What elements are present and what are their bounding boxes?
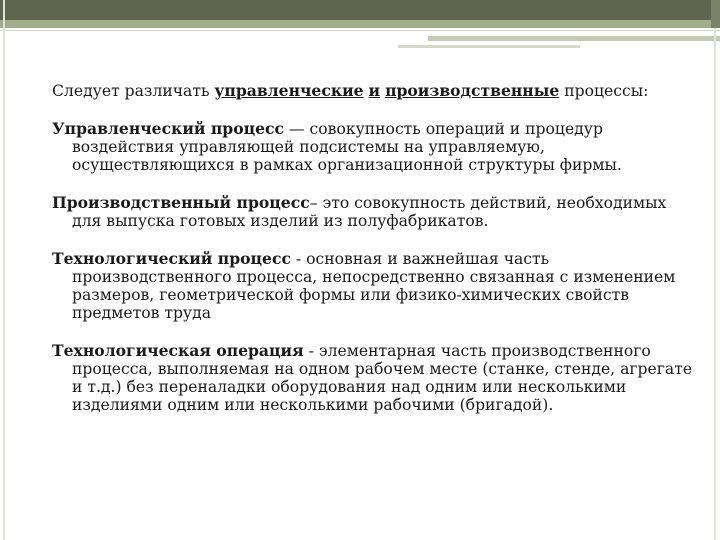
intro-term-production: производственные (385, 81, 560, 100)
header-accent-line-short (398, 45, 580, 48)
intro-term-managerial: управленческие (214, 81, 364, 100)
frame-right-edge (714, 0, 716, 540)
intro-paragraph (52, 82, 694, 100)
header-bar-light (0, 20, 720, 28)
definition-text: - основная и важнейшая часть производственного процесса, непосредственно связанная с изменением размеров, геометрической формы или физико-химических свойств предметов труда (72, 250, 676, 322)
definition-text: - элементарная часть производственного процесса, выполняемая на одном рабочем месте (станке, стенде, агрегате и т.д.) без переналадки оборудования над одним или несколькими изделиями одним или несколькими рабочими (бригадой). (72, 342, 693, 414)
definition-production-process (52, 194, 694, 230)
intro-conjunction: и (368, 81, 381, 100)
slide-body (52, 82, 694, 434)
frame-left-edge (3, 0, 5, 540)
frame-corner (711, 0, 720, 28)
definition-term: Технологический процесс (52, 249, 291, 268)
definition-technological-process (52, 250, 694, 322)
definition-text: – это совокупность действий, необходимых для выпуска готовых изделий из полуфабрикатов. (72, 194, 667, 230)
definition-term: Производственный процесс (52, 193, 310, 212)
definition-term: Управленческий процесс (52, 119, 285, 138)
header-accent-line (428, 36, 720, 41)
definition-text: — совокупность операций и процедур воздействия управляющей подсистемы на управляемую, осуществляющихся в рамках организационной структуры фирмы. (72, 120, 622, 174)
intro-tail: процессы: (564, 82, 649, 100)
intro-text: Следует различать (52, 82, 215, 100)
definition-managerial-process (52, 120, 694, 174)
header-bar-dark (0, 0, 720, 20)
header-divider (0, 30, 720, 31)
definition-term: Технологическая операция (52, 341, 304, 360)
definition-technological-operation (52, 342, 694, 414)
